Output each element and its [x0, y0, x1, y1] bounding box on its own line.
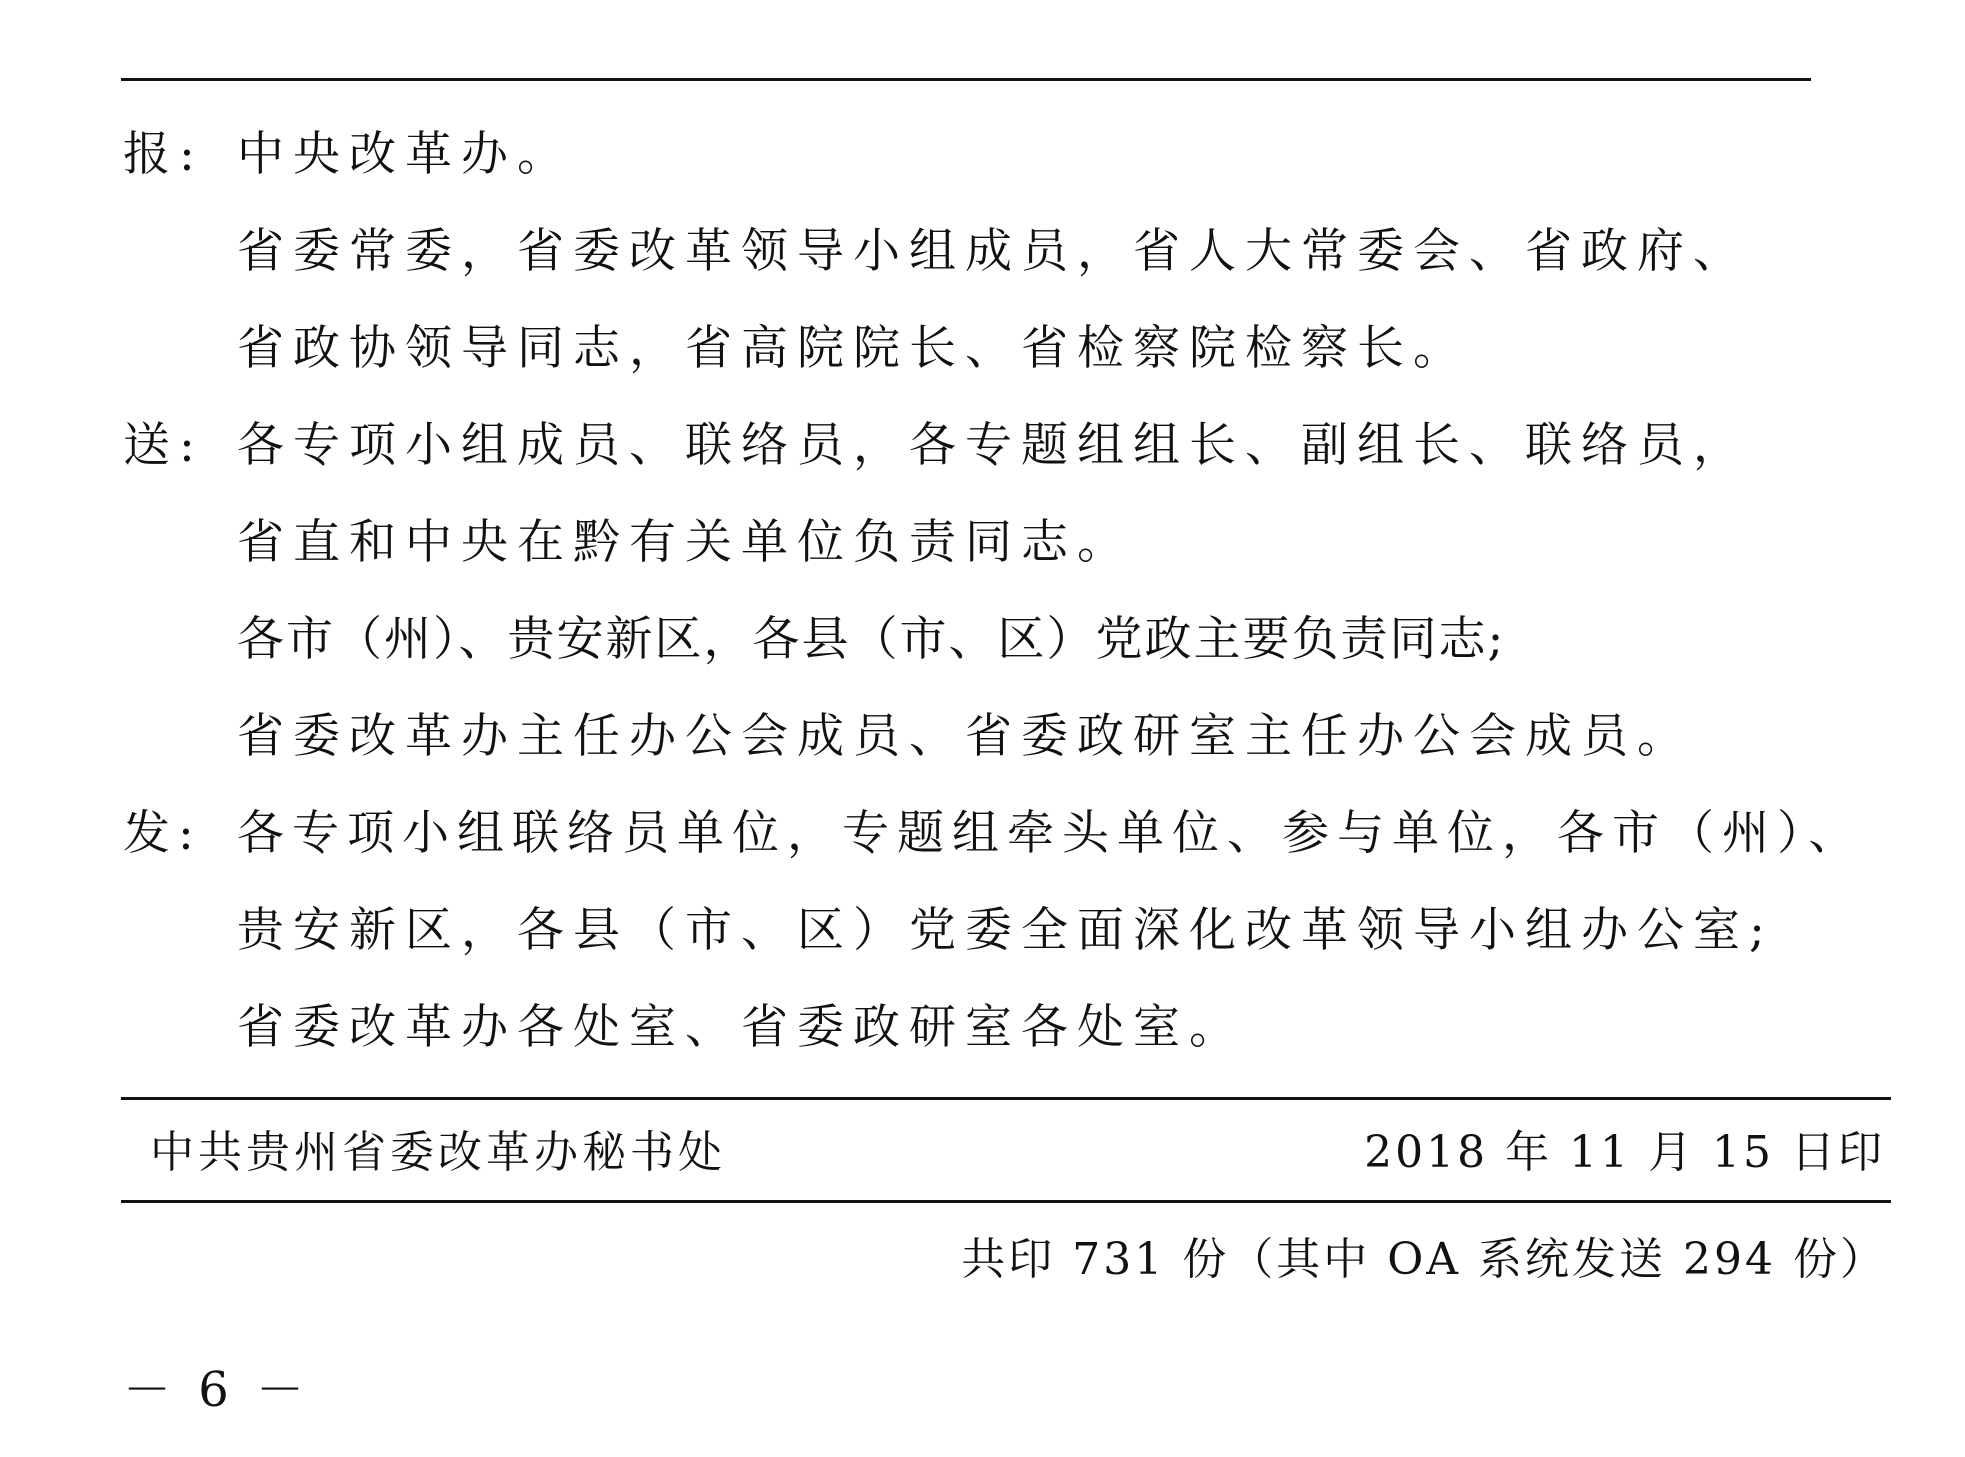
- print-date: 2018 年 11 月 15 日印: [1364, 1127, 1885, 1178]
- section-text: 贵安新区，各县（市、区）党委全面深化改革领导小组办公室;: [237, 903, 1774, 958]
- page-number: － 6 －: [123, 1362, 311, 1418]
- section-text: 省委常委，省委改革领导小组成员，省人大常委会、省政府、: [237, 224, 1749, 279]
- section-text: 省直和中央在黔有关单位负责同志。: [237, 515, 1133, 570]
- section-text: 各专项小组联络员单位，专题组牵头单位、参与单位，各市（州）、: [237, 806, 1864, 861]
- section-text: 各市（州）、贵安新区，各县（市、区）党政主要负责同志;: [237, 612, 1506, 667]
- section-text: 省政协领导同志，省高院院长、省检察院检察长。: [237, 321, 1469, 376]
- top-rule: [121, 78, 1811, 81]
- section-text: 中央改革办。: [237, 127, 573, 182]
- section-label-song: 送:: [123, 418, 204, 473]
- section-text: 各专项小组成员、联络员，各专题组组长、副组长、联络员，: [237, 418, 1749, 473]
- footer-top-rule: [121, 1097, 1891, 1100]
- issuer-text: 中共贵州省委改革办秘书处: [150, 1127, 726, 1178]
- section-text: 省委改革办主任办公会成员、省委政研室主任办公会成员。: [237, 709, 1693, 764]
- section-label-fa: 发:: [123, 806, 202, 861]
- footer-bottom-rule: [121, 1200, 1891, 1203]
- section-text: 省委改革办各处室、省委政研室各处室。: [237, 1000, 1245, 1055]
- section-label-bao: 报:: [123, 127, 204, 182]
- copies-note: 共印 731 份（其中 OA 系统发送 294 份）: [961, 1234, 1887, 1285]
